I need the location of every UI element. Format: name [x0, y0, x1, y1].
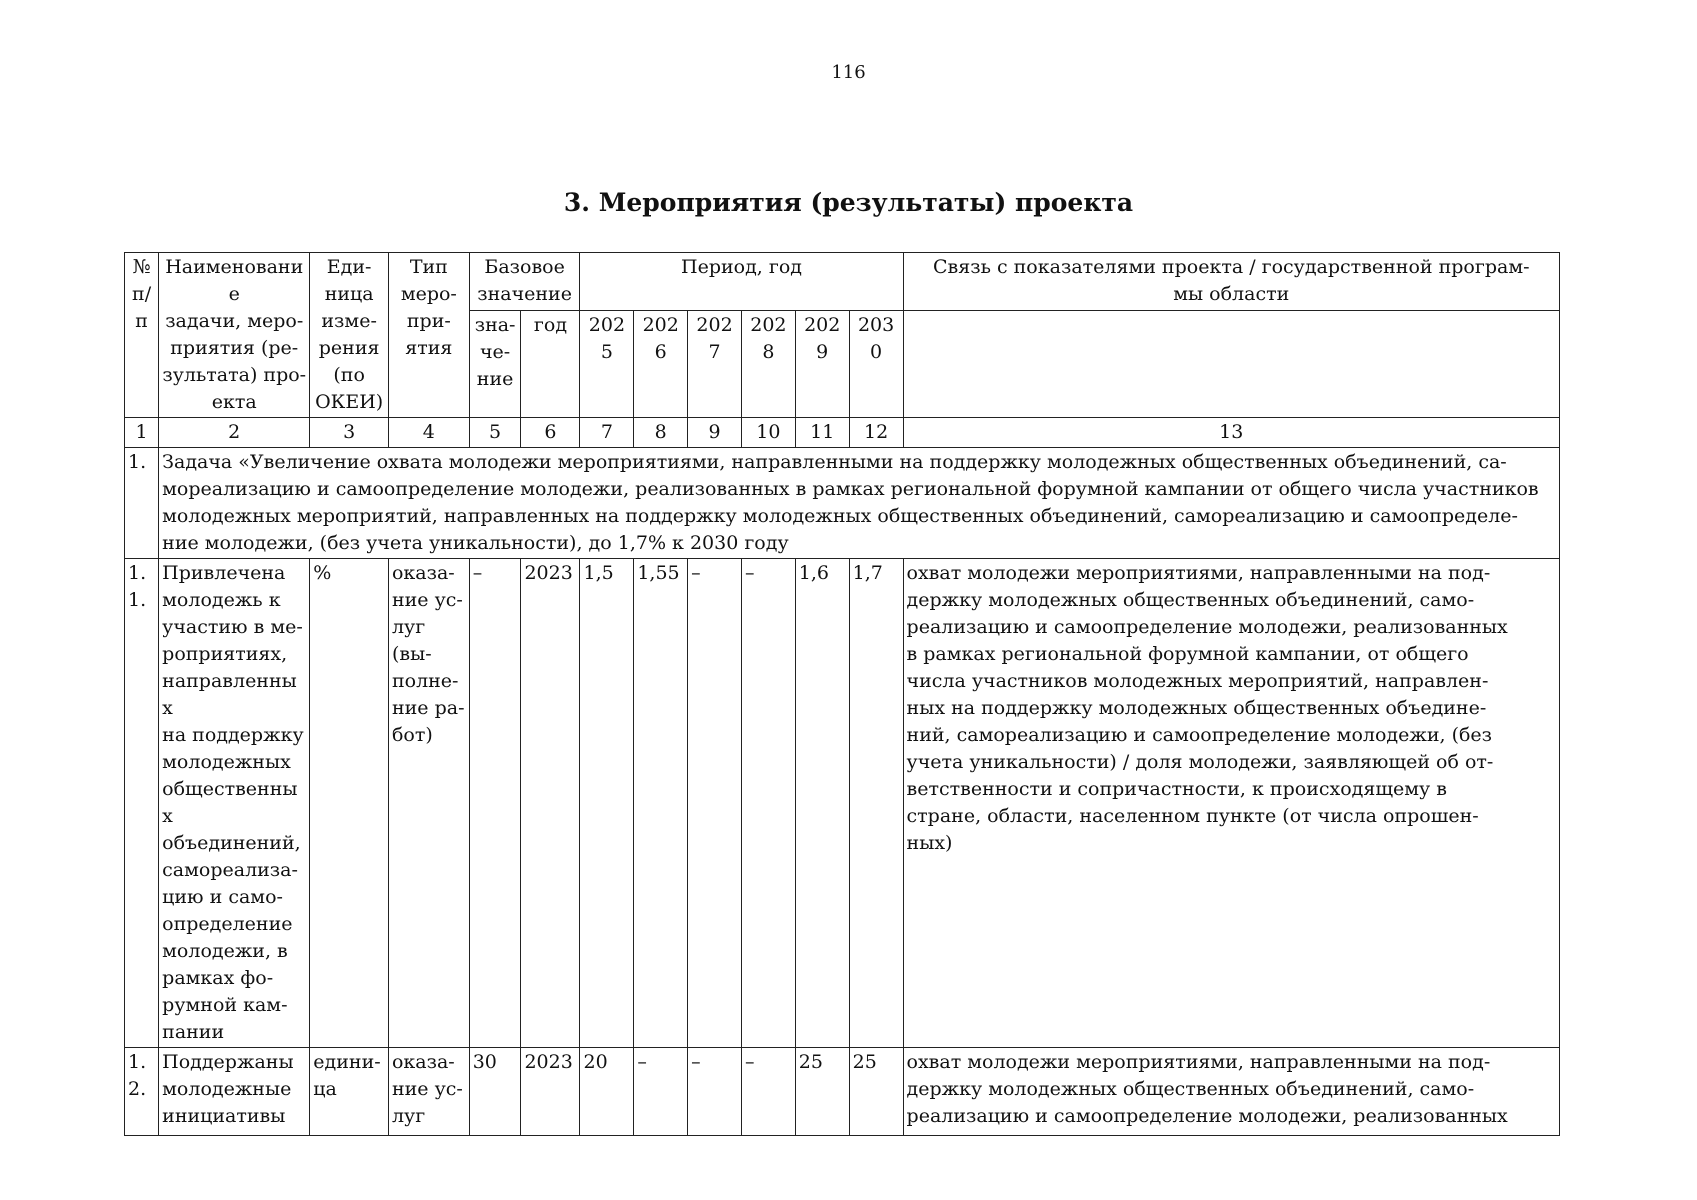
column-number: 1	[125, 418, 159, 448]
header-link: Связь с показателями проекта / государственной програм- мы области	[903, 253, 1559, 311]
column-number: 3	[310, 418, 389, 448]
column-number: 9	[688, 418, 742, 448]
header-base-val: зна- че- ние	[469, 311, 521, 418]
table-header	[125, 253, 1560, 418]
column-number: 5	[469, 418, 521, 448]
header-name: Наименование задачи, меро- приятия (ре- зультата) про- екта	[159, 253, 310, 418]
results-table	[124, 252, 1560, 1136]
row-unit: %	[310, 559, 389, 1048]
header-no: № п/п	[125, 253, 159, 418]
row-base-value: –	[469, 559, 521, 1048]
row-base-year: 2023	[521, 559, 580, 1048]
row-number: 1.1.	[125, 559, 159, 1048]
row-value-2030: 1,7	[849, 559, 903, 1048]
row-type: оказа- ние ус- луг	[388, 1048, 469, 1136]
row-base-value: 30	[469, 1048, 521, 1136]
row-base-year: 2023	[521, 1048, 580, 1136]
header-base-year: год	[521, 311, 580, 418]
table-row	[125, 559, 1560, 1048]
header-year-2026: 2026	[634, 311, 688, 418]
column-number: 2	[159, 418, 310, 448]
header-year-2025: 2025	[580, 311, 634, 418]
table-row	[125, 1048, 1560, 1136]
header-link-empty	[903, 311, 1559, 418]
page-number: 116	[831, 62, 866, 83]
row-name: Поддержаны молодежные инициативы	[159, 1048, 310, 1136]
column-numbers-row	[125, 418, 1560, 448]
row-unit: едини- ца	[310, 1048, 389, 1136]
row-value-2025: 1,5	[580, 559, 634, 1048]
row-value-2029: 25	[795, 1048, 849, 1136]
row-value-2027: –	[688, 559, 742, 1048]
row-name: Привлечена молодежь к участию в ме- роприятиях, направленных на поддержку молодежных общественных объединений, самореализа- цию и само- определение молодежи, в рамках фо- румной кам- пании	[159, 559, 310, 1048]
row-type: оказа- ние ус- луг (вы- полне- ние ра- бот)	[388, 559, 469, 1048]
column-number: 11	[795, 418, 849, 448]
column-number: 12	[849, 418, 903, 448]
row-value-2028: –	[741, 559, 795, 1048]
row-value-2029: 1,6	[795, 559, 849, 1048]
header-year-2028: 2028	[741, 311, 795, 418]
header-period: Период, год	[580, 253, 903, 311]
header-type: Тип меро- при- ятия	[388, 253, 469, 418]
row-number: 1.2.	[125, 1048, 159, 1136]
column-number: 8	[634, 418, 688, 448]
column-number: 4	[388, 418, 469, 448]
row-value-2026: 1,55	[634, 559, 688, 1048]
row-value-2025: 20	[580, 1048, 634, 1136]
header-year-2030: 2030	[849, 311, 903, 418]
task-row	[125, 448, 1560, 559]
row-value-2026: –	[634, 1048, 688, 1136]
row-value-2030: 25	[849, 1048, 903, 1136]
header-base-value: Базовое значение	[469, 253, 580, 311]
row-link: охват молодежи мероприятиями, направленными на под- держку молодежных общественных объединений, само- реализацию и самоопределение молодежи, реализованных в рамках региональной форумной кампании, от общего числа участников молодежных мероприятий, направлен- ных на поддержку молодежных общественных объедине- ний, самореализацию и самоопределение молодежи, (без учета уникальности) / доля молодежи, заявляющей об от- ветственности и сопричастности, к происходящему в стране, области, населенном пункте (от числа опрошен- ных)	[903, 559, 1559, 1048]
task-text: Задача «Увеличение охвата молодежи мероприятиями, направленными на поддержку молодежных общественных объединений, са- мореализацию и самоопределение молодежи, реализованных в рамках региональной форумной кампании от общего числа участников молодежных мероприятий, направленных на поддержку молодежных общественных объединений, самореализацию и самоопределе- ние молодежи, (без учета уникальности), до 1,7% к 2030 году	[159, 448, 1560, 559]
column-number: 13	[903, 418, 1559, 448]
task-number: 1.	[125, 448, 159, 559]
column-number: 10	[741, 418, 795, 448]
header-year-2027: 2027	[688, 311, 742, 418]
header-unit: Еди- ница изме- рения (по ОКЕИ)	[310, 253, 389, 418]
row-value-2027: –	[688, 1048, 742, 1136]
header-year-2029: 2029	[795, 311, 849, 418]
section-title: 3. Мероприятия (результаты) проекта	[563, 188, 1134, 217]
column-number: 6	[521, 418, 580, 448]
row-value-2028: –	[741, 1048, 795, 1136]
row-link: охват молодежи мероприятиями, направленными на под- держку молодежных общественных объединений, само- реализацию и самоопределение молодежи, реализованных	[903, 1048, 1559, 1136]
column-number: 7	[580, 418, 634, 448]
